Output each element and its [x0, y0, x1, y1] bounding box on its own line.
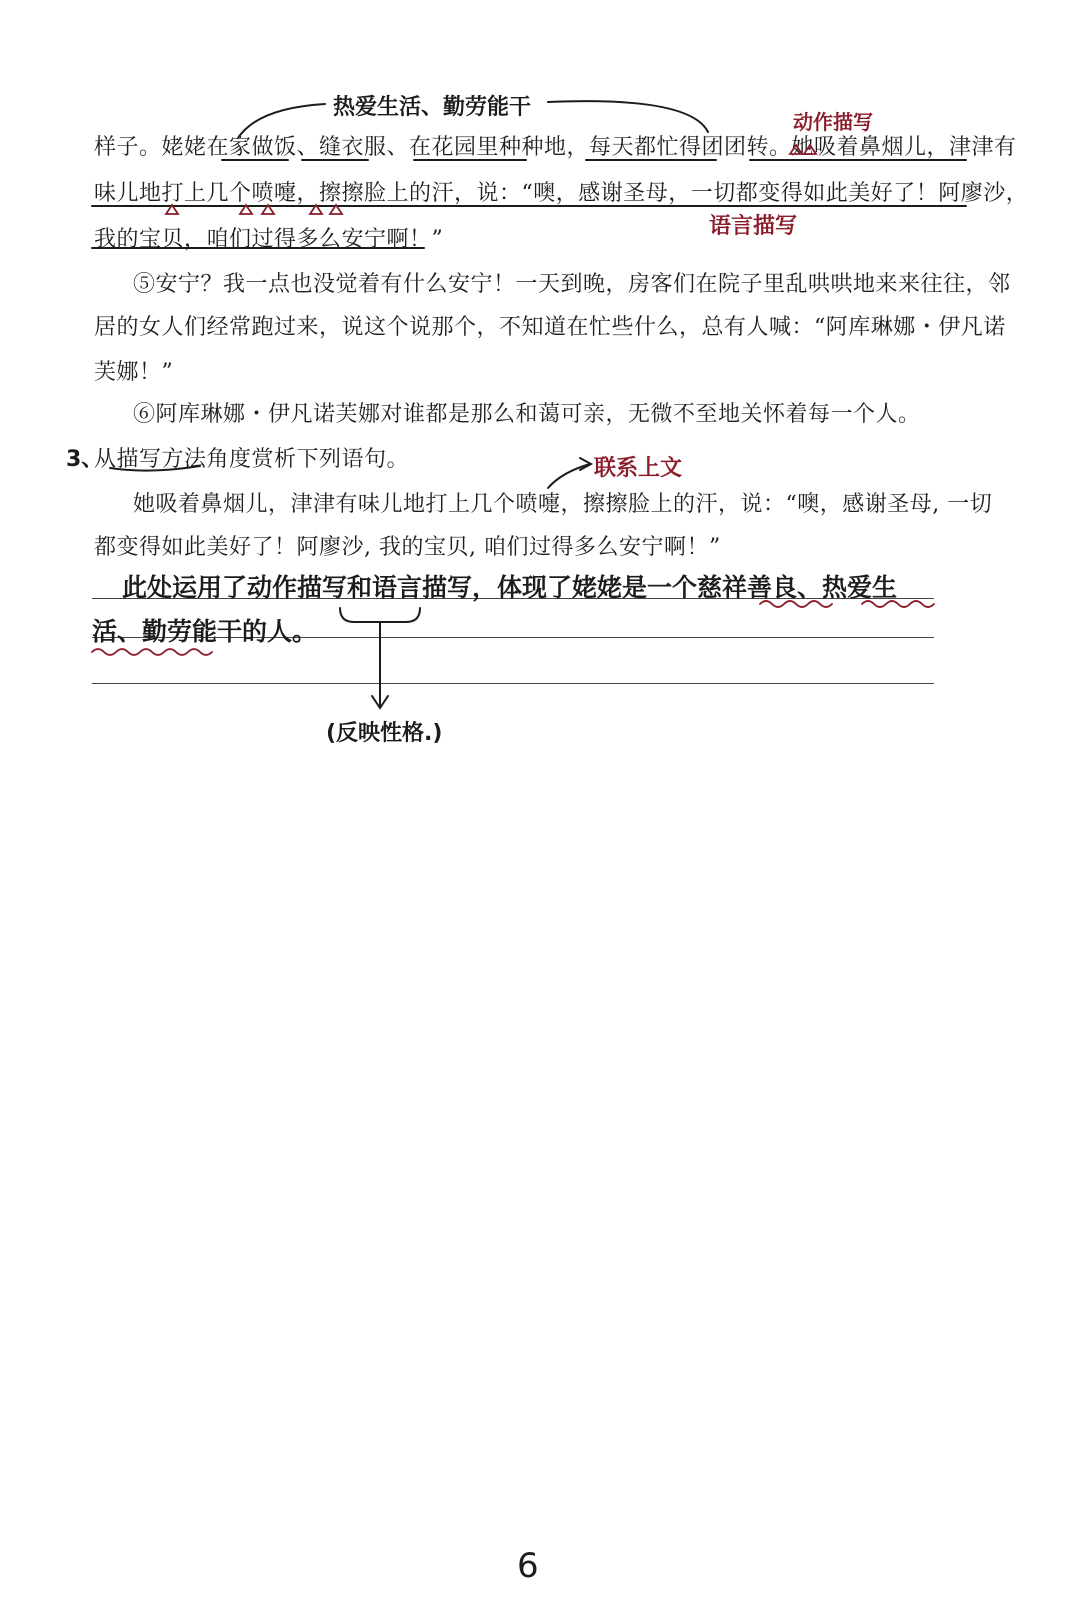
note-link-context: 联系上文: [594, 456, 683, 481]
note-speech-description: 语言描写: [709, 214, 798, 239]
question-prompt: 从描写方法角度赏析下列语句。: [94, 447, 410, 472]
paragraph-5-line-2: 居的女人们经常跑过来，说这个说那个，不知道在忙些什么，总有人喊：“阿库琳娜・伊凡诺: [94, 315, 1006, 340]
passage-line-3: 我的宝贝，咱们过得多么安宁啊！”: [94, 227, 444, 252]
wavy-underline-hardworking: [92, 649, 212, 655]
note-hardworking: 热爱生活、勤劳能干: [333, 95, 532, 120]
answer-line-2: 活、勤劳能干的人。: [92, 617, 318, 646]
answer-rule-3: [92, 683, 934, 684]
question-quote-line-1: 她吸着鼻烟儿，津津有味儿地打上几个喷嚏，擦擦脸上的汗，说：“噢，感谢圣母, 一切: [133, 492, 993, 517]
answer-line-1: 此处运用了动作描写和语言描写，体现了姥姥是一个慈祥善良、热爱生: [122, 573, 898, 602]
question-number: 3、: [66, 447, 104, 472]
arrow-link-context: [548, 464, 590, 488]
paragraph-5-line-3: 芙娜！”: [94, 360, 174, 385]
paragraph-6: ⑥阿库琳娜・伊凡诺芙娜对谁都是那么和蔼可亲，无微不至地关怀着每一个人。: [133, 402, 921, 427]
question-quote-line-2: 都变得如此美好了！阿廖沙, 我的宝贝, 咱们过得多么安宁啊！”: [94, 535, 721, 560]
passage-line-2: 味儿地打上几个喷嚏，擦擦脸上的汗，说：“噢，感谢圣母，一切都变得如此美好了！阿廖沙，: [94, 181, 1029, 206]
connector-arc-right: [548, 101, 708, 132]
answer-bracket: [340, 608, 420, 622]
note-reflects-character: (反映性格.): [326, 721, 443, 746]
paragraph-5-line-1: ⑤安宁？我一点也没觉着有什么安宁！一天到晚，房客们在院子里乱哄哄地来来往往，邻: [133, 272, 1011, 297]
note-action-description: 动作描写: [793, 110, 873, 134]
passage-line-1: 样子。姥姥在家做饭、缝衣服、在花园里种种地，每天都忙得团团转。她吸着鼻烟儿，津津有: [94, 135, 1017, 160]
page-number: 6: [517, 1546, 539, 1586]
